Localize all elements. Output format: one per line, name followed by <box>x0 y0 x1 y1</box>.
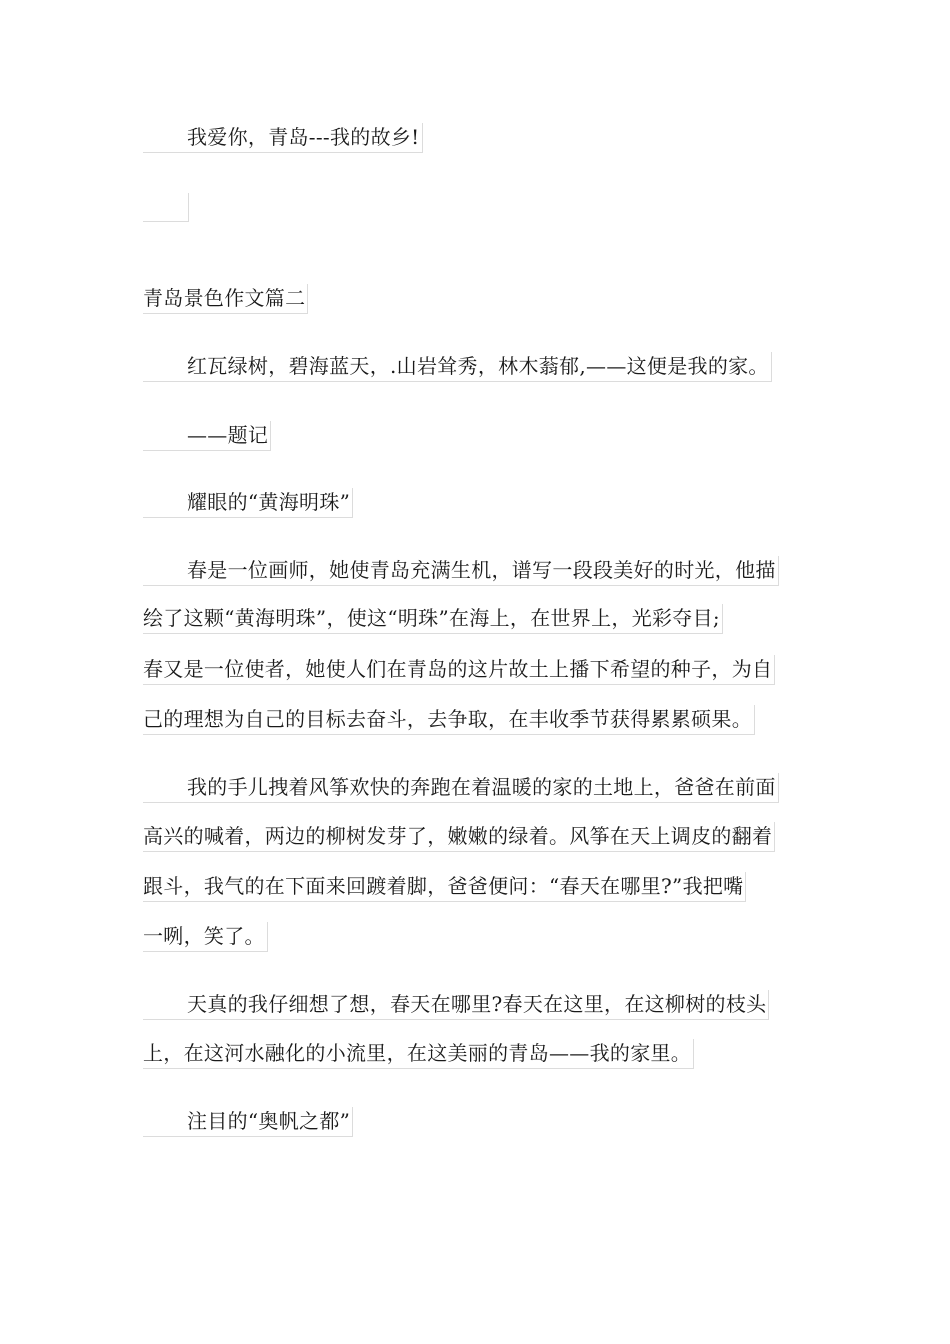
paragraph-2-line-4: 一咧，笑了。 <box>143 922 268 950</box>
paragraph-1-line-2: 绘了这颗“黄海明珠”，使这“明珠”在海上，在世界上，光彩夺目; <box>143 604 723 632</box>
epigraph: 红瓦绿树，碧海蓝天，.山岩耸秀，林木蓊郁,——这便是我的家。 <box>143 352 772 380</box>
paragraph-1-line-3: 春又是一位使者，她使人们在青岛的这片故土上播下希望的种子，为自 <box>143 655 775 683</box>
paragraph-2-line-2: 高兴的喊着，两边的柳树发芽了，嫩嫩的绿着。风筝在天上调皮的翻着 <box>143 822 775 850</box>
paragraph-3-line-1: 天真的我仔细想了想，春天在哪里?春天在这里，在这柳树的枝头 <box>143 990 769 1018</box>
subheading-sailing-capital: 注目的“奥帆之都” <box>143 1107 353 1135</box>
paragraph-2-line-3: 跟斗，我气的在下面来回踱着脚，爸爸便问：“春天在哪里?”我把嘴 <box>143 872 746 900</box>
epigraph-source: ——题记 <box>143 421 271 449</box>
paragraph-3-line-2: 上，在这河水融化的小流里，在这美丽的青岛——我的家里。 <box>143 1039 694 1067</box>
paragraph-1-line-1: 春是一位画师，她使青岛充满生机，谱写一段段美好的时光，他描 <box>143 556 779 584</box>
section-title: 青岛景色作文篇二 <box>143 284 308 312</box>
paragraph-1-line-4: 己的理想为自己的目标去奋斗，去争取，在丰收季节获得累累硕果。 <box>143 705 755 733</box>
paragraph-2-line-1: 我的手儿拽着风筝欢快的奔跑在着温暖的家的土地上，爸爸在前面 <box>143 773 779 801</box>
empty-cell <box>143 193 189 222</box>
closing-line: 我爱你，青岛---我的故乡! <box>143 123 423 151</box>
subheading-pearl: 耀眼的“黄海明珠” <box>143 488 353 516</box>
